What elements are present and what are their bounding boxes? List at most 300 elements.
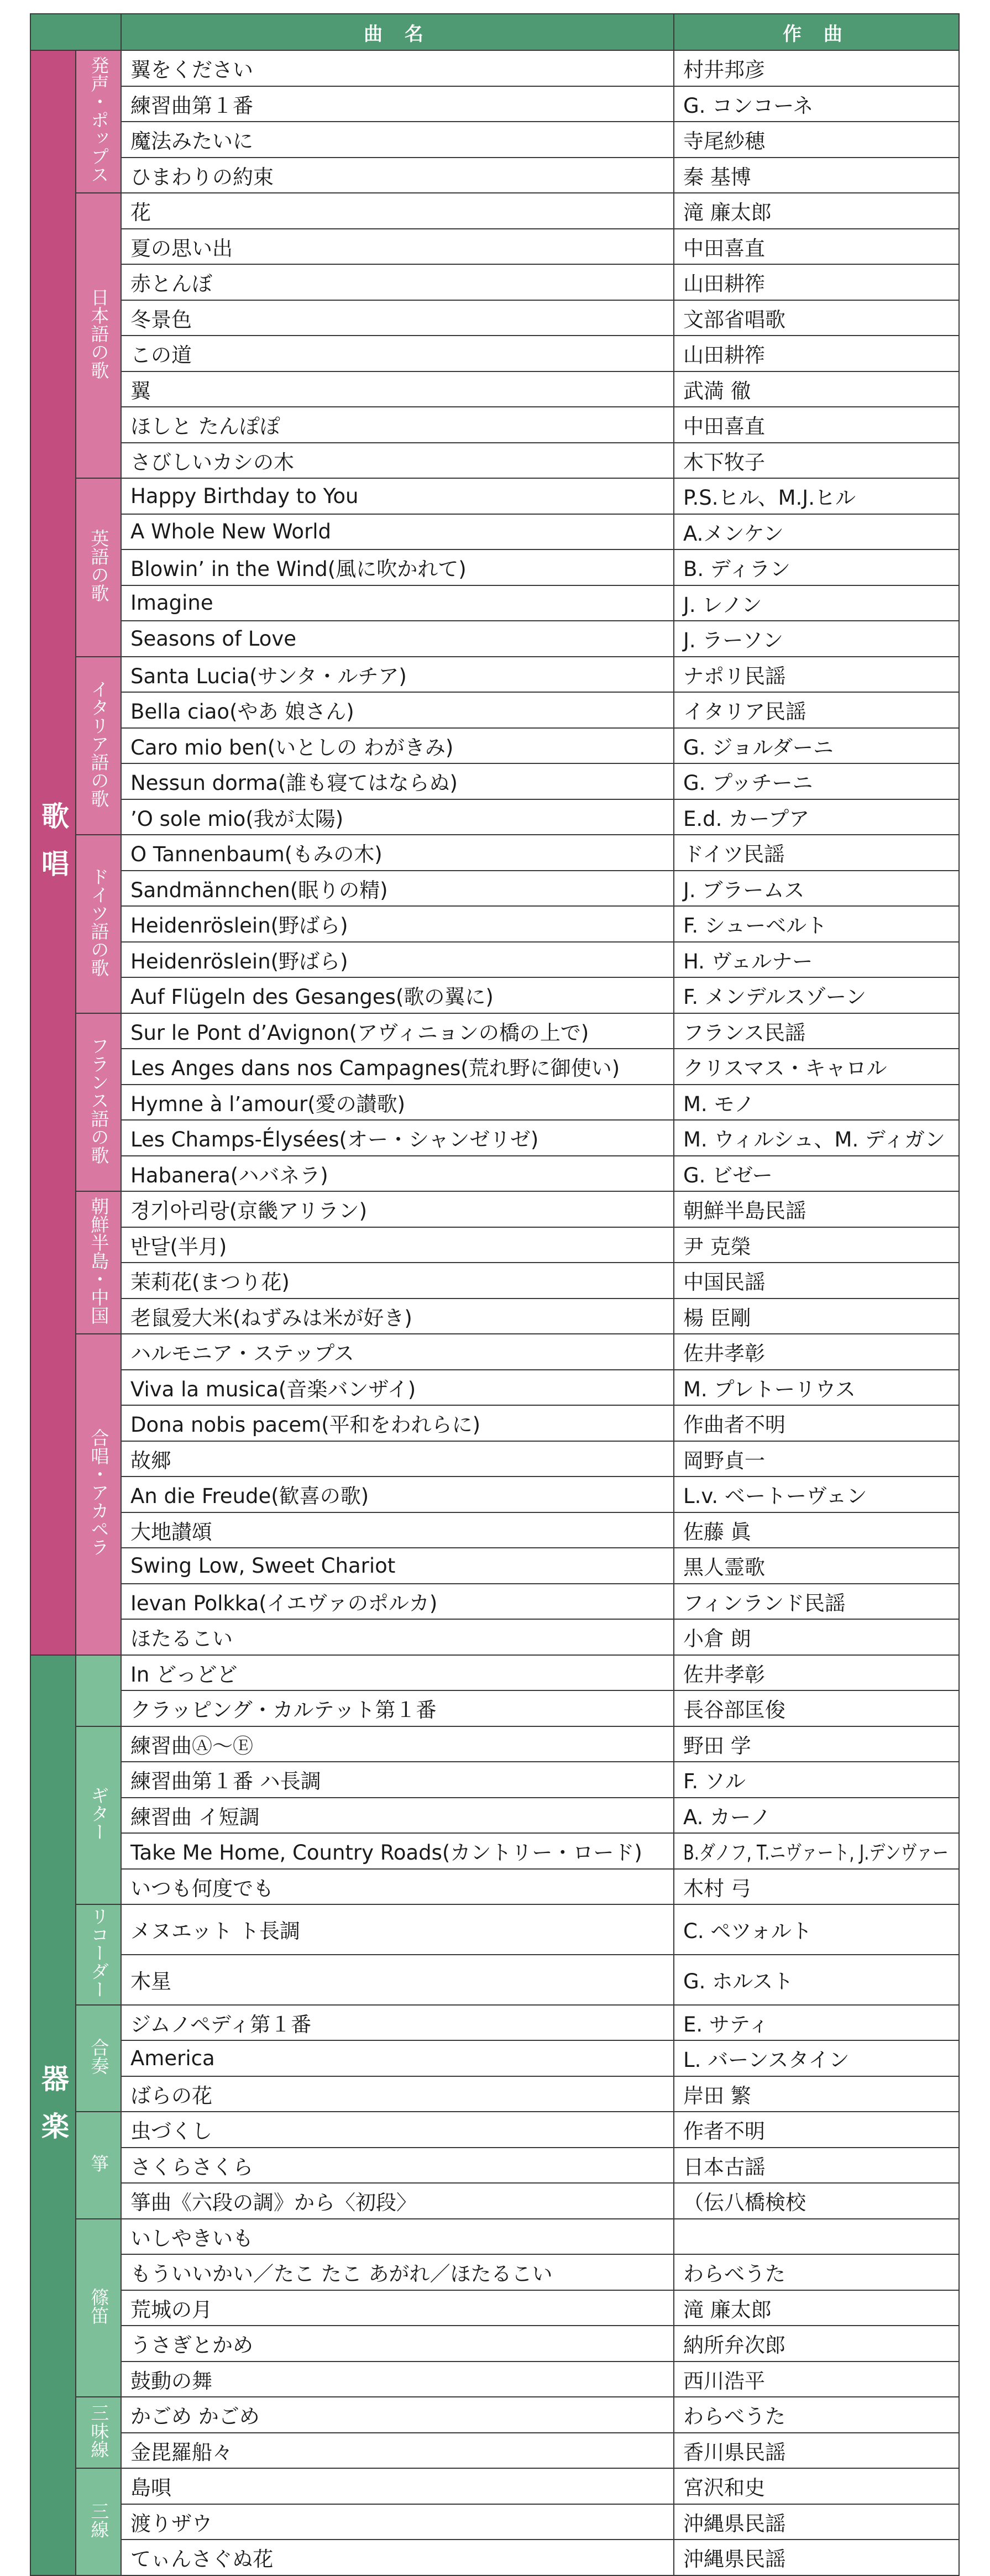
subcategory-label xyxy=(76,1904,121,2005)
song-title: 魔法みたいに xyxy=(121,122,674,158)
composer-name xyxy=(674,2254,959,2290)
composer-name xyxy=(674,1013,959,1049)
song-title: Santa Lucia(サンタ・ルチア) xyxy=(121,657,674,693)
song-row xyxy=(30,1955,959,2005)
composer-name-text: 武満 徹 xyxy=(683,379,751,403)
composer-name-text: 木村 弓 xyxy=(683,1876,751,1900)
song-row xyxy=(30,1441,959,1477)
song-title: 箏曲《六段の調》から〈初段〉 xyxy=(121,2183,674,2219)
song-row xyxy=(30,621,959,657)
composer-name-text: G. ジョルダーニ xyxy=(683,735,834,760)
composer-name xyxy=(674,942,959,978)
song-row xyxy=(30,50,959,86)
song-title: 翼をください xyxy=(121,50,674,86)
composer-name xyxy=(674,871,959,907)
composer-name-text: 日本古謡 xyxy=(683,2155,765,2179)
song-row xyxy=(30,86,959,122)
song-title: 練習曲 イ短調 xyxy=(121,1798,674,1834)
composer-name-text: 山田耕筰 xyxy=(683,272,765,296)
song-title: Happy Birthday to You xyxy=(121,478,674,514)
song-title: Heidenröslein(野ばら) xyxy=(121,942,674,978)
composer-name xyxy=(674,443,959,479)
song-title: Ievan Polkka(イエヴァのポルカ) xyxy=(121,1584,674,1620)
song-row xyxy=(30,300,959,336)
song-title: Habanera(ハバネラ) xyxy=(121,1156,674,1192)
song-title: ジムノペディ第１番 xyxy=(121,2005,674,2041)
song-row xyxy=(30,2112,959,2148)
composer-name xyxy=(674,229,959,265)
song-row xyxy=(30,1049,959,1085)
song-title: さびしいカシの木 xyxy=(121,443,674,479)
composer-name xyxy=(674,1955,959,2005)
song-title: うさぎとかめ xyxy=(121,2326,674,2362)
composer-name xyxy=(674,728,959,764)
composer-name xyxy=(674,2219,959,2255)
song-title: ほしと たんぽぽ xyxy=(121,407,674,443)
song-row xyxy=(30,478,959,514)
subcategory-label-text: 発声・ポップス xyxy=(88,56,110,184)
subcategory-label-text: フランス語の歌 xyxy=(88,1036,110,1164)
composer-name xyxy=(674,1263,959,1299)
song-title: 虫づくし xyxy=(121,2112,674,2148)
composer-name-text: M. プレトーリウス xyxy=(683,1377,856,1401)
song-title: 경기아리랑(京畿アリラン) xyxy=(121,1191,674,1227)
song-row xyxy=(30,1191,959,1227)
composer-name xyxy=(674,1370,959,1406)
song-row xyxy=(30,2254,959,2290)
song-row xyxy=(30,371,959,407)
composer-name-text: 小倉 朗 xyxy=(683,1627,751,1651)
composer-name-text: J. ブラームス xyxy=(683,878,805,902)
song-title: 반달(半月) xyxy=(121,1227,674,1263)
composer-name-text: G. ホルスト xyxy=(683,1970,794,1994)
song-row xyxy=(30,193,959,229)
song-title: クラッピング・カルテット第１番 xyxy=(121,1690,674,1726)
composer-name-text: G. プッチーニ xyxy=(683,771,813,795)
song-title: Bella ciao(やあ 娘さん) xyxy=(121,692,674,728)
song-title: Heidenröslein(野ばら) xyxy=(121,906,674,942)
composer-name-text: 納所弁次郎 xyxy=(683,2333,785,2358)
song-row xyxy=(30,1085,959,1121)
song-title: An die Freude(歓喜の歌) xyxy=(121,1477,674,1512)
composer-name xyxy=(674,1227,959,1263)
composer-name-text: ナポリ民謡 xyxy=(683,664,785,688)
composer-name-text: 文部省唱歌 xyxy=(683,307,785,332)
composer-name-text: H. ヴェルナー xyxy=(683,949,813,973)
song-row xyxy=(30,1655,959,1691)
composer-name xyxy=(674,1869,959,1905)
composer-name xyxy=(674,1655,959,1691)
composer-name-text: クリスマス・キャロル xyxy=(683,1056,887,1081)
song-title: Sandmännchen(眠りの精) xyxy=(121,871,674,907)
header-row xyxy=(30,14,959,50)
song-title: 練習曲第１番 xyxy=(121,86,674,122)
subcategory-label xyxy=(76,50,121,193)
song-row xyxy=(30,2326,959,2362)
song-row xyxy=(30,728,959,764)
composer-name xyxy=(674,2040,959,2076)
subcategory-label-text: イタリア語の歌 xyxy=(88,679,110,808)
song-row xyxy=(30,549,959,585)
composer-name xyxy=(674,264,959,300)
composer-name xyxy=(674,478,959,514)
song-title: Les Champs-Élysées(オー・シャンゼリゼ) xyxy=(121,1120,674,1156)
song-title: かごめ かごめ xyxy=(121,2397,674,2433)
song-title: Seasons of Love xyxy=(121,621,674,657)
subcategory-label xyxy=(76,1655,121,1726)
song-row xyxy=(30,657,959,693)
song-title: Auf Flügeln des Gesanges(歌の翼に) xyxy=(121,977,674,1013)
song-title: Imagine xyxy=(121,585,674,621)
composer-name xyxy=(674,371,959,407)
song-row xyxy=(30,514,959,550)
composer-name xyxy=(674,2112,959,2148)
composer-name xyxy=(674,2183,959,2219)
song-row xyxy=(30,1227,959,1263)
song-row xyxy=(30,1299,959,1334)
song-title: Nessun dorma(誰も寝てはならぬ) xyxy=(121,763,674,799)
composer-name xyxy=(674,86,959,122)
composer-name xyxy=(674,763,959,799)
song-row xyxy=(30,264,959,300)
song-title: 練習曲第１番 ハ長調 xyxy=(121,1762,674,1798)
composer-name-text: 香川県民謡 xyxy=(683,2440,785,2464)
song-title: 故郷 xyxy=(121,1441,674,1477)
subcategory-label xyxy=(76,2397,121,2468)
composer-name xyxy=(674,158,959,193)
song-row xyxy=(30,229,959,265)
song-row xyxy=(30,1833,959,1869)
song-row xyxy=(30,1263,959,1299)
composer-name xyxy=(674,1690,959,1726)
song-row xyxy=(30,158,959,193)
composer-name-text: E. サティ xyxy=(683,2012,769,2036)
song-row xyxy=(30,799,959,835)
song-title: 練習曲Ⓐ〜Ⓔ xyxy=(121,1726,674,1762)
composer-name-text: 黒人霊歌 xyxy=(683,1556,765,1580)
composer-name-text: 滝 廉太郎 xyxy=(683,2297,772,2322)
title-column-header: 曲 名 xyxy=(121,14,674,50)
composer-name-text: J. ラーソン xyxy=(683,629,783,653)
subcategory-label xyxy=(76,2112,121,2219)
category-label xyxy=(30,50,76,1655)
song-row xyxy=(30,1619,959,1655)
song-title: さくらさくら xyxy=(121,2148,674,2184)
composer-name xyxy=(674,906,959,942)
song-title: 大地讃頌 xyxy=(121,1512,674,1548)
composer-name xyxy=(674,1334,959,1370)
composer-name-text: 秦 基博 xyxy=(683,165,751,189)
song-title: In どっどど xyxy=(121,1655,674,1691)
composer-name-text: B. ディラン xyxy=(683,557,790,582)
song-row xyxy=(30,1405,959,1441)
category-label-text: 器楽 xyxy=(37,2064,69,2160)
composer-name xyxy=(674,1619,959,1655)
song-row xyxy=(30,2290,959,2326)
composer-name xyxy=(674,2397,959,2433)
composer-name-text: A. カーノ xyxy=(683,1805,771,1829)
composer-name xyxy=(674,1085,959,1121)
composer-name xyxy=(674,799,959,835)
composer-name xyxy=(674,300,959,336)
song-row xyxy=(30,2219,959,2255)
song-row xyxy=(30,1156,959,1192)
composer-name xyxy=(674,1405,959,1441)
song-title: A Whole New World xyxy=(121,514,674,550)
composer-name-text: 作者不明 xyxy=(683,2119,765,2144)
composer-name xyxy=(674,2468,959,2504)
category-label xyxy=(30,1655,76,2575)
song-title: 金毘羅船々 xyxy=(121,2433,674,2469)
composer-name xyxy=(674,1191,959,1227)
composer-name xyxy=(674,1477,959,1512)
song-row xyxy=(30,977,959,1013)
song-title: Caro mio ben(いとしの わがきみ) xyxy=(121,728,674,764)
category-label-text: 歌唱 xyxy=(37,802,69,897)
composer-name-text: F. メンデルスゾーン xyxy=(683,985,867,1009)
composer-name xyxy=(674,657,959,693)
song-title: 渡りザウ xyxy=(121,2504,674,2540)
song-title: もういいかい／たこ たこ あがれ／ほたるこい xyxy=(121,2254,674,2290)
composer-name-text: わらべうた xyxy=(683,2262,785,2286)
song-row xyxy=(30,1762,959,1798)
song-title: いつも何度でも xyxy=(121,1869,674,1905)
subcategory-label-text: 合奏 xyxy=(88,2038,110,2075)
subcategory-label xyxy=(76,1726,121,1905)
subcategory-label xyxy=(76,2468,121,2575)
composer-name-text: ドイツ民謡 xyxy=(683,842,785,867)
composer-name xyxy=(674,1762,959,1798)
composer-name-text: 野田 学 xyxy=(683,1734,751,1758)
composer-name-text: 尹 克榮 xyxy=(683,1234,751,1259)
composer-name xyxy=(674,2433,959,2469)
song-title: Swing Low, Sweet Chariot xyxy=(121,1548,674,1584)
composer-name xyxy=(674,2326,959,2362)
composer-name-text: イタリア民謡 xyxy=(683,700,806,724)
composer-name xyxy=(674,2148,959,2184)
composer-name-text: フランス民謡 xyxy=(683,1020,805,1045)
composer-name-text: M. モノ xyxy=(683,1092,755,1116)
composer-name-text: M. ウィルシュ、M. ディガン xyxy=(683,1128,946,1152)
composer-name-text: B.ダノフ, T.ニヴァート, J.デンヴァー xyxy=(683,1841,949,1865)
song-row xyxy=(30,443,959,479)
song-row xyxy=(30,122,959,158)
composer-name-text: 滝 廉太郎 xyxy=(683,201,772,225)
song-title: 夏の思い出 xyxy=(121,229,674,265)
composer-name xyxy=(674,1548,959,1584)
song-row xyxy=(30,1690,959,1726)
song-row xyxy=(30,2076,959,2112)
song-title: Sur le Pont d’Avignon(アヴィニョンの橋の上で) xyxy=(121,1013,674,1049)
composer-name-text: 山田耕筰 xyxy=(683,343,765,368)
subcategory-label-text: 日本語の歌 xyxy=(88,288,110,380)
song-row xyxy=(30,2148,959,2184)
song-row xyxy=(30,2468,959,2504)
composer-name-text: 長谷部匡俊 xyxy=(683,1698,785,1722)
composer-name-text: 村井邦彦 xyxy=(683,58,765,82)
song-row xyxy=(30,1120,959,1156)
composer-name xyxy=(674,692,959,728)
subcategory-label-text: 英語の歌 xyxy=(88,528,110,602)
song-title: 茉莉花(まつり花) xyxy=(121,1263,674,1299)
composer-name xyxy=(674,2362,959,2397)
song-row xyxy=(30,1726,959,1762)
composer-name-text: C. ペツォルト xyxy=(683,1919,812,1944)
song-row xyxy=(30,1869,959,1905)
subcategory-label-text: リコーダー xyxy=(88,1907,110,1998)
song-title: 鼓動の舞 xyxy=(121,2362,674,2397)
composer-name xyxy=(674,514,959,550)
song-title: ばらの花 xyxy=(121,2076,674,2112)
composer-name xyxy=(674,50,959,86)
composer-name-text: 佐井孝彰 xyxy=(683,1662,765,1687)
composer-name-text: わらべうた xyxy=(683,2405,785,2429)
song-title: 荒城の月 xyxy=(121,2290,674,2326)
song-row xyxy=(30,871,959,907)
composer-name-text: 中田喜直 xyxy=(683,236,765,260)
composer-name-text: P.S.ヒル、M.J.ヒル xyxy=(683,486,856,510)
subcategory-label xyxy=(76,2005,121,2112)
song-title: Dona nobis pacem(平和をわれらに) xyxy=(121,1405,674,1441)
song-row xyxy=(30,1370,959,1406)
song-row xyxy=(30,1512,959,1548)
composer-name xyxy=(674,585,959,621)
song-title: Viva la musica(音楽バンザイ) xyxy=(121,1370,674,1406)
composer-name xyxy=(674,2076,959,2112)
composer-name-text: 西川浩平 xyxy=(683,2369,765,2393)
song-row xyxy=(30,1584,959,1620)
subcategory-label-text: 箏 xyxy=(88,2154,110,2173)
composer-name xyxy=(674,549,959,585)
song-row xyxy=(30,1904,959,1955)
composer-name xyxy=(674,835,959,871)
composer-name xyxy=(674,1798,959,1834)
song-title: ハルモニア・ステップス xyxy=(121,1334,674,1370)
composer-name xyxy=(674,1441,959,1477)
composer-name xyxy=(674,1512,959,1548)
composer-name-text: フィンランド民謡 xyxy=(683,1591,846,1615)
composer-name-text: 岸田 繁 xyxy=(683,2083,751,2108)
composer-name xyxy=(674,1049,959,1085)
composer-name xyxy=(674,2290,959,2326)
song-row xyxy=(30,763,959,799)
song-title: 赤とんぼ xyxy=(121,264,674,300)
song-title: Take Me Home, Country Roads(カントリー・ロード) xyxy=(121,1833,674,1869)
composer-name-text: A.メンケン xyxy=(683,521,784,546)
song-title: メヌエット ト長調 xyxy=(121,1904,674,1955)
song-list-table xyxy=(30,13,960,2576)
subcategory-label-text: 三線 xyxy=(88,2501,110,2538)
composer-name-text: L. バーンスタイン xyxy=(683,2048,850,2072)
subcategory-label xyxy=(76,2219,121,2397)
composer-name-text: 宮沢和史 xyxy=(683,2476,765,2500)
song-title: ’O sole mio(我が太陽) xyxy=(121,799,674,835)
song-title: Blowin’ in the Wind(風に吹かれて) xyxy=(121,549,674,585)
composer-name-text: 楊 臣剛 xyxy=(683,1306,751,1330)
composer-name-text: J. レノン xyxy=(683,593,762,617)
song-row xyxy=(30,1477,959,1512)
composer-name xyxy=(674,193,959,229)
header-blank-cell xyxy=(30,14,121,50)
song-title: 島唄 xyxy=(121,2468,674,2504)
composer-name-text: 朝鮮半島民謡 xyxy=(683,1199,806,1223)
composer-name-text: E.d. カープア xyxy=(683,807,810,831)
song-row xyxy=(30,2040,959,2076)
subcategory-label-text: 三味線 xyxy=(88,2403,110,2458)
subcategory-label xyxy=(76,1334,121,1655)
composer-name xyxy=(674,1833,959,1869)
song-title: 木星 xyxy=(121,1955,674,2005)
composer-column-header: 作 曲 xyxy=(674,14,959,50)
composer-name xyxy=(674,2005,959,2041)
subcategory-label-text: 合唱・アカペラ xyxy=(88,1428,110,1557)
subcategory-label xyxy=(76,1013,121,1192)
song-title: 冬景色 xyxy=(121,300,674,336)
song-title: 花 xyxy=(121,193,674,229)
song-row xyxy=(30,336,959,371)
composer-name xyxy=(674,336,959,371)
song-title: America xyxy=(121,2040,674,2076)
song-row xyxy=(30,1548,959,1584)
composer-name xyxy=(674,1726,959,1762)
composer-name xyxy=(674,122,959,158)
song-row xyxy=(30,2433,959,2469)
composer-name-text: G. ビゼー xyxy=(683,1163,773,1187)
subcategory-label xyxy=(76,835,121,1013)
subcategory-label xyxy=(76,1191,121,1334)
composer-name xyxy=(674,621,959,657)
song-row xyxy=(30,2362,959,2397)
subcategory-label-text: ドイツ語の歌 xyxy=(88,867,110,977)
song-row xyxy=(30,1013,959,1049)
composer-name-text: 佐井孝彰 xyxy=(683,1342,765,1366)
composer-name-text: （伝八橋検校 xyxy=(683,2191,806,2215)
song-title: O Tannenbaum(もみの木) xyxy=(121,835,674,871)
song-title: ひまわりの約束 xyxy=(121,158,674,193)
subcategory-label-text: 朝鮮半島・中国 xyxy=(88,1197,110,1325)
composer-name-text: 沖縄県民謡 xyxy=(683,2511,785,2536)
song-row xyxy=(30,1798,959,1834)
subcategory-label xyxy=(76,478,121,657)
composer-name xyxy=(674,407,959,443)
composer-name-text: G. コンコーネ xyxy=(683,93,814,118)
song-title: てぃんさぐぬ花 xyxy=(121,2540,674,2575)
song-row xyxy=(30,906,959,942)
composer-name xyxy=(674,2540,959,2575)
composer-name-text: 沖縄県民謡 xyxy=(683,2547,785,2572)
song-row xyxy=(30,2005,959,2041)
song-title: いしやきいも xyxy=(121,2219,674,2255)
song-row xyxy=(30,942,959,978)
composer-name-text: L.v. ベートーヴェン xyxy=(683,1484,867,1509)
composer-name-text: 木下牧子 xyxy=(683,450,765,474)
subcategory-label-text: ギター xyxy=(88,1786,110,1841)
song-row xyxy=(30,1334,959,1370)
composer-name-text: F. ソル xyxy=(683,1769,746,1794)
composer-name xyxy=(674,1584,959,1620)
song-title: Hymne à l’amour(愛の讃歌) xyxy=(121,1085,674,1121)
song-row xyxy=(30,2397,959,2433)
composer-name-text: 中田喜直 xyxy=(683,415,765,439)
song-row xyxy=(30,835,959,871)
composer-name xyxy=(674,977,959,1013)
composer-name xyxy=(674,1904,959,1955)
song-row xyxy=(30,2183,959,2219)
song-title: 翼 xyxy=(121,371,674,407)
subcategory-label xyxy=(76,193,121,478)
composer-name xyxy=(674,1120,959,1156)
song-row xyxy=(30,2504,959,2540)
